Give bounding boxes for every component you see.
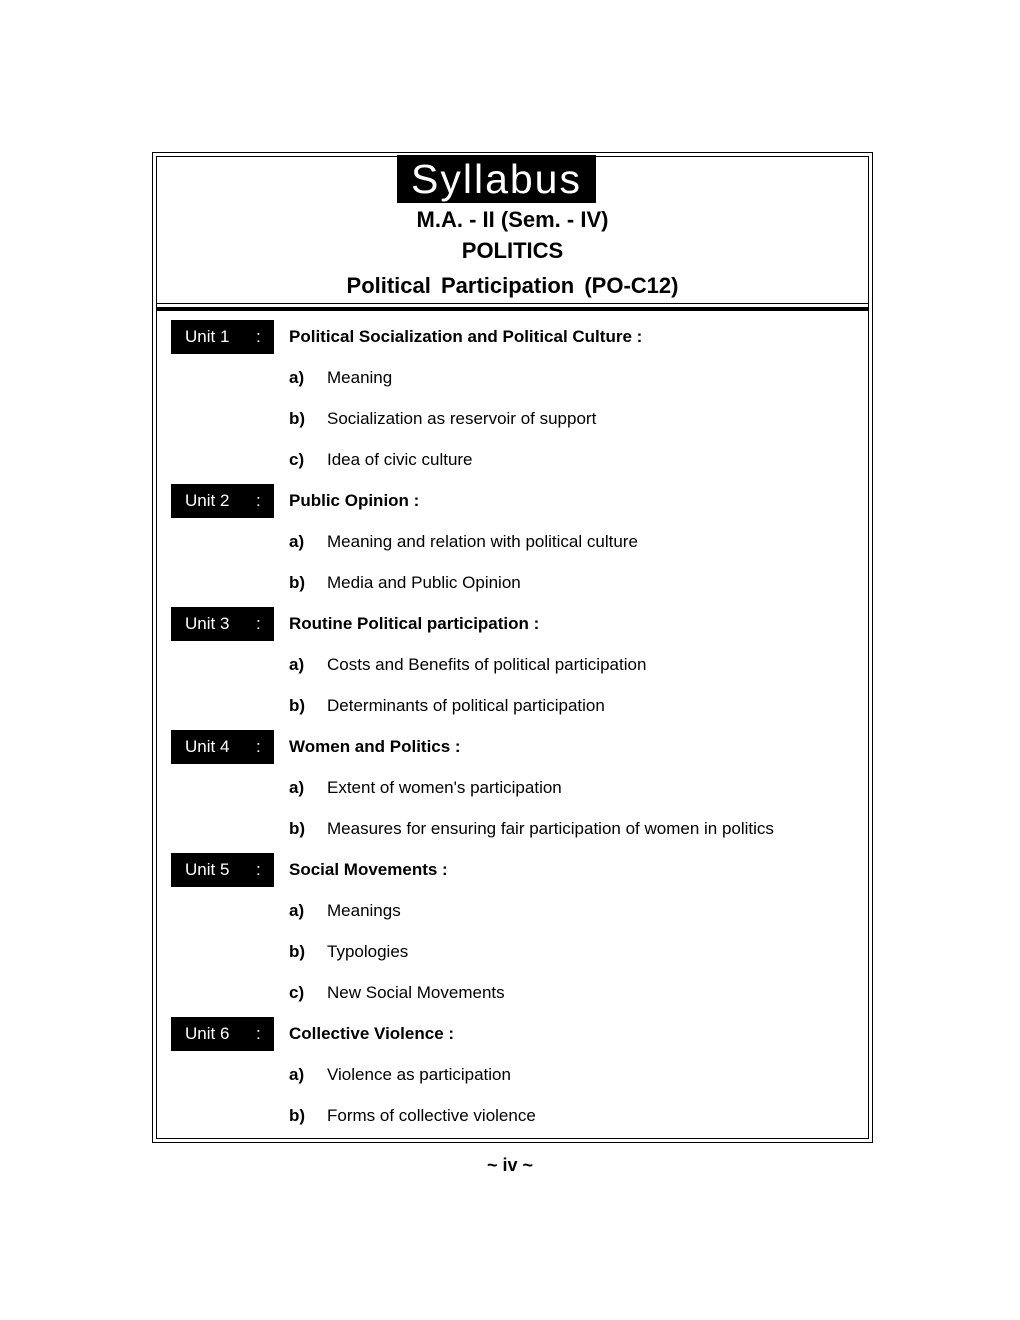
unit-title: Women and Politics : <box>289 737 461 756</box>
item-text: Meaning <box>327 368 393 387</box>
unit-colon: : <box>256 614 261 633</box>
unit-colon: : <box>256 860 261 879</box>
unit-title: Social Movements : <box>289 860 448 879</box>
page-number: ~ iv ~ <box>486 1155 534 1175</box>
unit-label <box>171 484 274 518</box>
unit-title: Public Opinion : <box>289 491 420 510</box>
unit-title: Collective Violence : <box>289 1024 455 1043</box>
item-letter: c) <box>289 983 305 1002</box>
item-text: Idea of civic culture <box>327 450 473 469</box>
item-letter: b) <box>289 696 306 715</box>
item-letter: a) <box>289 778 305 797</box>
item-text: Socialization as reservoir of support <box>327 409 597 428</box>
unit-label <box>171 1017 274 1051</box>
unit-label <box>171 320 274 354</box>
item-letter: b) <box>289 1106 306 1125</box>
unit-number: Unit 1 <box>185 327 230 346</box>
item-text: Media and Public Opinion <box>327 573 521 592</box>
item-letter: b) <box>289 942 306 961</box>
item-letter: a) <box>289 1065 305 1084</box>
item-letter: b) <box>289 573 306 592</box>
header-divider-thin <box>157 303 868 304</box>
syllabus-inner-frame <box>156 156 869 1139</box>
header-divider-thick <box>157 307 868 311</box>
unit-title: Routine Political participation : <box>289 614 540 633</box>
syllabus-frame <box>152 152 873 1143</box>
paper-title: Political Participation (PO-C12) <box>346 273 679 298</box>
item-text: Measures for ensuring fair participation of women in politics <box>327 819 774 838</box>
unit-number: Unit 2 <box>185 491 230 510</box>
unit-label <box>171 607 274 641</box>
item-letter: b) <box>289 409 306 428</box>
unit-colon: : <box>256 491 261 510</box>
unit-number: Unit 3 <box>185 614 230 633</box>
unit-title: Political Socialization and Political Culture : <box>289 327 643 346</box>
unit-number: Unit 6 <box>185 1024 230 1043</box>
unit-colon: : <box>256 1024 261 1043</box>
unit-number: Unit 4 <box>185 737 230 756</box>
course-title: M.A. - II (Sem. - IV) <box>416 207 609 232</box>
item-letter: a) <box>289 655 305 674</box>
item-text: Determinants of political participation <box>327 696 605 715</box>
item-text: Costs and Benefits of political participation <box>327 655 647 674</box>
item-letter: a) <box>289 901 305 920</box>
syllabus-badge: Syllabus <box>397 155 596 203</box>
unit-number: Unit 5 <box>185 860 230 879</box>
item-letter: c) <box>289 450 305 469</box>
subject-title: POLITICS <box>461 238 564 263</box>
unit-label <box>171 853 274 887</box>
unit-colon: : <box>256 737 261 756</box>
item-text: Typologies <box>327 942 409 961</box>
item-text: Violence as participation <box>327 1065 511 1084</box>
unit-label <box>171 730 274 764</box>
item-letter: b) <box>289 819 306 838</box>
item-text: Extent of women's participation <box>327 778 562 797</box>
item-text: New Social Movements <box>327 983 505 1002</box>
item-text: Forms of collective violence <box>327 1106 536 1125</box>
item-letter: a) <box>289 532 305 551</box>
item-letter: a) <box>289 368 305 387</box>
unit-colon: : <box>256 327 261 346</box>
item-text: Meanings <box>327 901 401 920</box>
item-text: Meaning and relation with political culture <box>327 532 638 551</box>
